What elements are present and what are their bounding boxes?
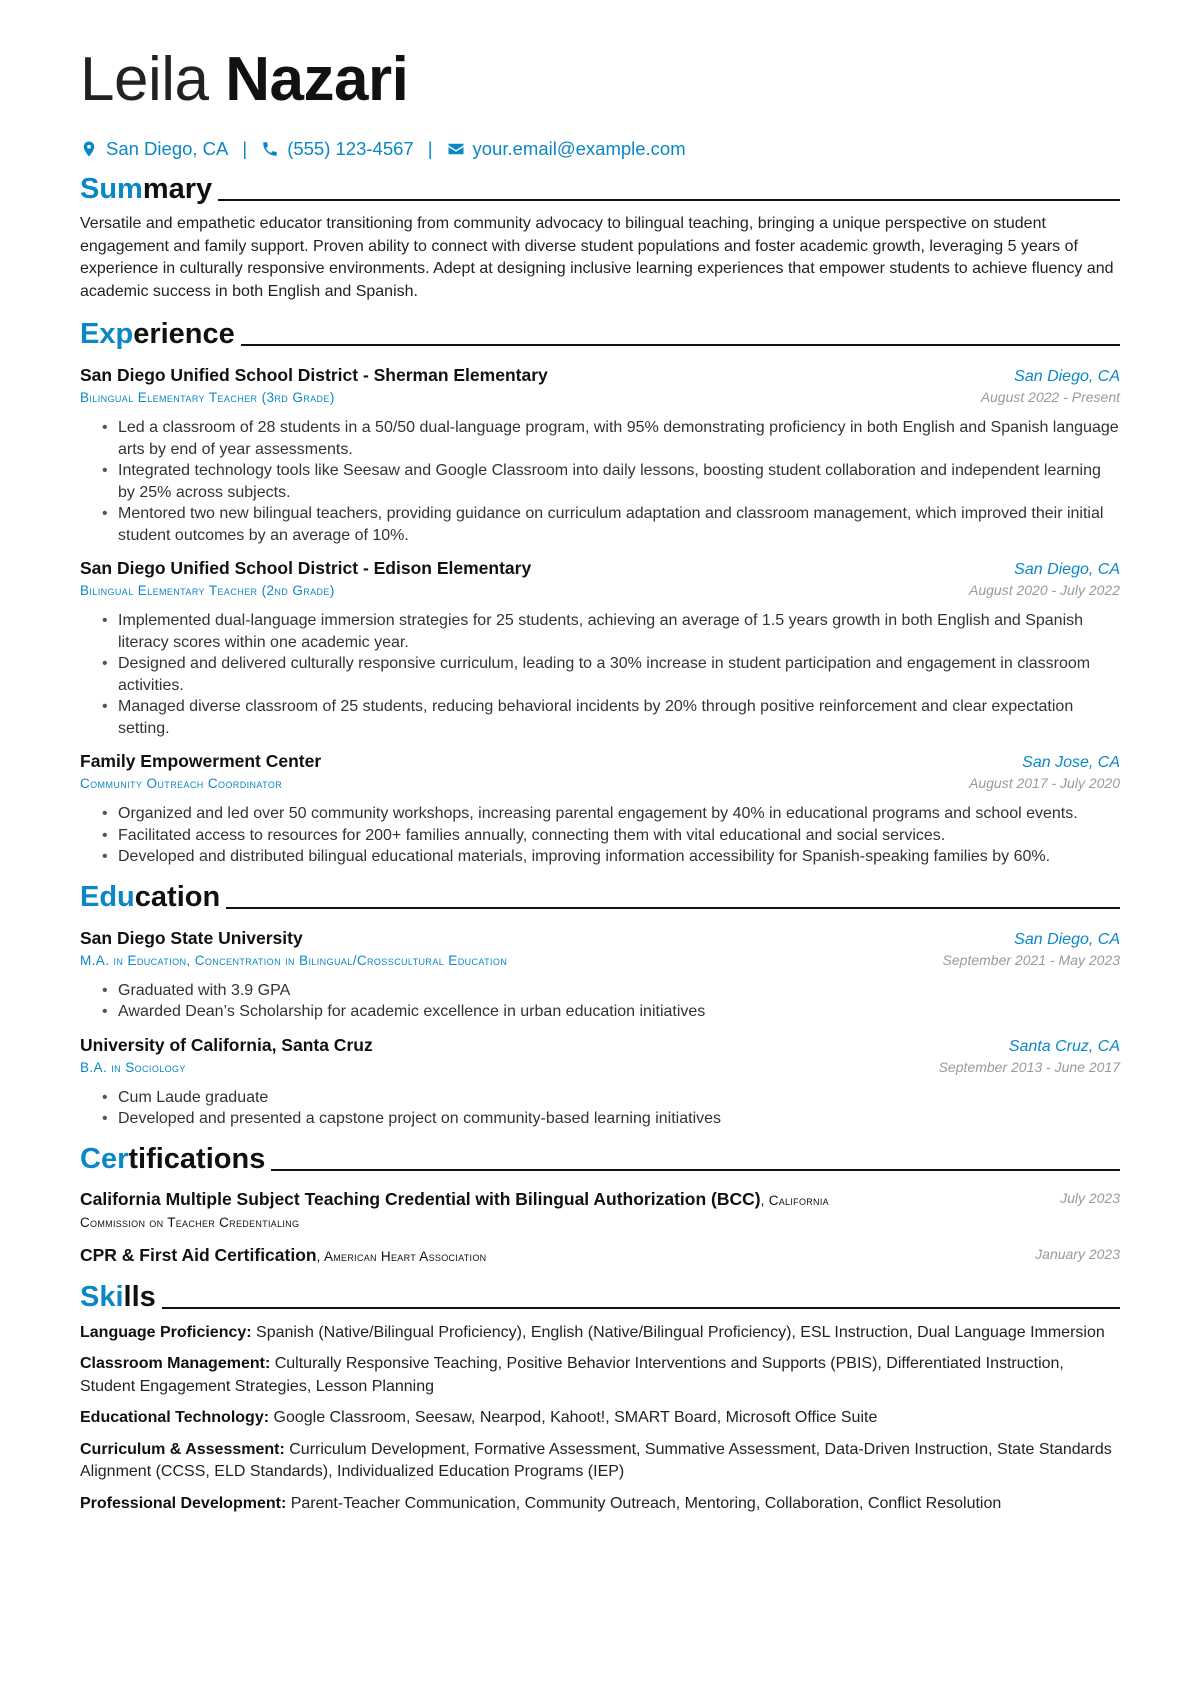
bullet-list <box>80 1087 1120 1130</box>
skill-category: Classroom Management: <box>80 1355 271 1372</box>
entry-subheader-row <box>80 774 1120 794</box>
contact-location <box>80 138 228 160</box>
education-list <box>80 926 1120 1130</box>
skill-values: Parent-Teacher Communication, Community Outreach, Mentoring, Collaboration, Conflict Resolution <box>290 1494 1002 1512</box>
skill-category: Educational Technology: <box>80 1409 270 1426</box>
entry-subheader-row <box>80 581 1120 601</box>
bullet-item: • Graduated with 3.9 GPA <box>102 980 1120 1002</box>
bullet-list <box>80 803 1120 868</box>
skill-values: Google Classroom, Seesaw, Nearpod, Kahoot!, SMART Board, Microsoft Office Suite <box>273 1409 878 1426</box>
entry-header-row <box>80 363 1120 388</box>
certification-date: January 2023 <box>1035 1245 1120 1262</box>
employer-name: Family Empowerment Center <box>80 751 322 771</box>
job-title: Bilingual Elementary Teacher (2nd Grade) <box>80 583 335 598</box>
email-text: your.email@example.com <box>472 138 686 159</box>
bullet-item: • Integrated technology tools like Seesaw and Google Classroom into daily lessons, boosting student collaboration and independent learning by 25% across subjects. <box>102 460 1120 503</box>
skill-line <box>80 1353 1120 1398</box>
certification-entry <box>80 1244 1120 1268</box>
certifications-list <box>80 1188 1120 1268</box>
phone-text: (555) 123-4567 <box>287 138 414 159</box>
skills-list <box>80 1322 1120 1516</box>
certification-text: California Multiple Subject Teaching Credential with Bilingual Authorization (BCC), California Commission on Teacher Credentialing <box>80 1188 829 1230</box>
school-location: Santa Cruz, CA <box>1008 1037 1120 1055</box>
section-heading-skills <box>80 1280 1120 1314</box>
education-entry <box>80 1033 1120 1130</box>
job-dates: August 2020 - July 2022 <box>969 582 1120 598</box>
skill-category: Curriculum & Assessment: <box>80 1440 285 1458</box>
section-heading-education <box>80 880 1120 914</box>
contact-phone[interactable] <box>261 138 414 160</box>
certification-text: CPR & First Aid Certification, American Heart Association <box>80 1244 487 1265</box>
certification-name: CPR & First Aid Certification <box>80 1244 317 1265</box>
skill-values: Spanish (Native/Bilingual Proficiency), English (Native/Bilingual Proficiency), ESL Instruction, Dual Language Immersion <box>256 1323 1105 1341</box>
section-rule <box>226 907 1120 909</box>
entry-subheader-row <box>80 1058 1120 1078</box>
job-title: Bilingual Elementary Teacher (3rd Grade) <box>80 390 335 405</box>
section-title: Skills <box>80 1280 156 1313</box>
certification-issuer: California Commission on Teacher Credentialing <box>80 1192 829 1230</box>
job-location: San Diego, CA <box>1014 368 1120 385</box>
section-rule <box>241 344 1120 346</box>
bullet-item: • Mentored two new bilingual teachers, providing guidance on curriculum adaptation and classroom management, which improved their initial student outcomes by an average of 10%. <box>102 503 1120 546</box>
section-title: Education <box>80 880 221 913</box>
bullet-item: • Implemented dual-language immersion strategies for 25 students, achieving an average of 1.5 years growth in both English and Spanish literacy scores within one academic year. <box>102 610 1120 653</box>
entry-header-row <box>80 1033 1120 1058</box>
section-heading-certifications <box>80 1142 1120 1176</box>
entry-header-row <box>80 556 1120 581</box>
skill-line <box>80 1439 1120 1484</box>
experience-entry <box>80 363 1120 546</box>
section-title: Summary <box>80 173 213 205</box>
first-name: Leila <box>80 45 209 114</box>
entry-header-row <box>80 749 1120 774</box>
experience-entry <box>80 556 1120 739</box>
bullet-item: • Awarded Dean’s Scholarship for academic excellence in urban education initiatives <box>102 1001 1120 1023</box>
skill-category: Professional Development: <box>80 1494 287 1512</box>
contact-bar <box>80 136 1120 162</box>
skill-line <box>80 1407 1120 1430</box>
job-location: San Diego, CA <box>1014 561 1120 578</box>
school-name: San Diego State University <box>80 927 303 948</box>
job-dates: August 2017 - July 2020 <box>969 775 1120 791</box>
certification-name: California Multiple Subject Teaching Credential with Bilingual Authorization (BCC) <box>80 1188 761 1209</box>
bullet-list <box>80 417 1120 546</box>
skill-values: Curriculum Development, Formative Assessment, Summative Assessment, Data-Driven Instruction, State Standards Alignment (CCSS, ELD Standards), Individualized Education Programs (IEP) <box>80 1440 1112 1480</box>
section-rule <box>162 1307 1120 1309</box>
school-name: University of California, Santa Cruz <box>80 1034 373 1055</box>
employer-name: San Diego Unified School District - Edison Elementary <box>80 558 532 578</box>
job-title: Community Outreach Coordinator <box>80 776 283 791</box>
bullet-item: • Facilitated access to resources for 200+ families annually, connecting them with vital educational and social services. <box>102 825 1120 847</box>
phone-icon <box>261 140 279 158</box>
section-title: Experience <box>80 318 235 350</box>
summary-text: Versatile and empathetic educator transitioning from community advocacy to bilingual teaching, bringing a unique perspective on student engagement and family support. Proven ability to connect with diverse student populations and foster academic growth, leveraging 5 years of experience in culturally responsive environments. Adept at designing inclusive learning experiences that empower students to achieve fluency and academic success in both English and Spanish. <box>80 215 1114 300</box>
bullet-list <box>80 980 1120 1023</box>
skill-line <box>80 1322 1120 1345</box>
skill-values: Culturally Responsive Teaching, Positive Behavior Interventions and Supports (PBIS), Differentiated Instruction, Student Engagement Strategies, Lesson Planning <box>80 1355 1064 1395</box>
bullet-item: • Cum Laude graduate <box>102 1087 1120 1109</box>
certification-issuer: American Heart Association <box>323 1248 487 1264</box>
section-rule <box>271 1169 1120 1171</box>
section-rule <box>218 199 1120 201</box>
education-dates: September 2013 - June 2017 <box>938 1058 1120 1075</box>
contact-separator: | <box>427 138 433 159</box>
employer-name: San Diego Unified School District - Sherman Elementary <box>80 365 548 385</box>
degree: M.A. in Education, Concentration in Bilingual/Crosscultural Education <box>80 952 508 968</box>
certification-date: July 2023 <box>1060 1189 1120 1206</box>
bullet-item: • Led a classroom of 28 students in a 50/50 dual-language program, with 95% demonstrating proficiency in both English and Spanish language arts by end of year assessments. <box>102 417 1120 460</box>
degree: B.A. in Sociology <box>80 1059 186 1075</box>
bullet-list <box>80 610 1120 739</box>
bullet-item: • Developed and distributed bilingual educational materials, improving information accessibility for Spanish-speaking families by 60%. <box>102 846 1120 868</box>
experience-entry <box>80 749 1120 868</box>
map-marker-icon <box>80 140 98 158</box>
section-heading-summary <box>80 172 1120 206</box>
entry-subheader-row <box>80 388 1120 408</box>
last-name: Nazari <box>225 45 409 114</box>
bullet-item: • Organized and led over 50 community workshops, increasing parental engagement by 40% in educational programs and school events. <box>102 803 1120 825</box>
contact-separator: | <box>242 138 248 159</box>
certification-entry <box>80 1188 1120 1234</box>
contact-email[interactable] <box>447 138 686 160</box>
school-location: San Diego, CA <box>1014 930 1120 948</box>
bullet-item: • Designed and delivered culturally responsive curriculum, leading to a 30% increase in student participation and engagement in classroom activities. <box>102 653 1120 696</box>
candidate-name <box>80 40 1120 120</box>
skill-line <box>80 1493 1120 1516</box>
experience-list <box>80 363 1120 868</box>
location-text: San Diego, CA <box>106 138 229 159</box>
envelope-icon <box>447 140 465 158</box>
education-dates: September 2021 - May 2023 <box>942 951 1120 968</box>
job-dates: August 2022 - Present <box>980 389 1120 405</box>
education-entry <box>80 926 1120 1023</box>
job-location: San Jose, CA <box>1022 754 1120 771</box>
bullet-item: • Developed and presented a capstone project on community-based learning initiatives <box>102 1108 1120 1130</box>
section-title: Certifications <box>80 1142 266 1175</box>
skill-category: Language Proficiency: <box>80 1323 252 1341</box>
bullet-item: • Managed diverse classroom of 25 students, reducing behavioral incidents by 20% through positive reinforcement and clear expectation setting. <box>102 696 1120 739</box>
section-heading-experience <box>80 317 1120 351</box>
entry-header-row <box>80 926 1120 951</box>
entry-subheader-row <box>80 951 1120 971</box>
